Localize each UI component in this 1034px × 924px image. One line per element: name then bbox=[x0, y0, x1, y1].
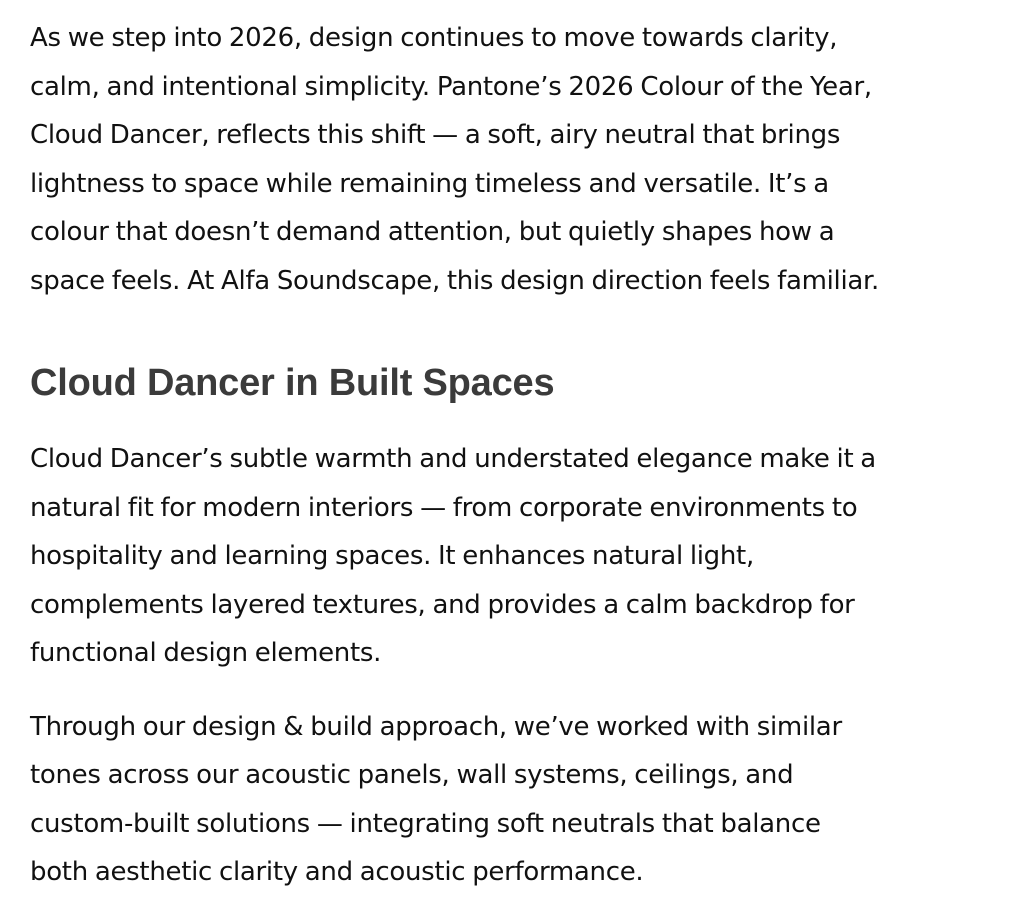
paragraph-line: natural fit for modern interiors — from corporate environments to bbox=[30, 492, 858, 523]
paragraph-line: lightness to space while remaining timeless and versatile. It’s a bbox=[30, 168, 829, 199]
paragraph-line: colour that doesn’t demand attention, but quietly shapes how a bbox=[30, 217, 835, 247]
paragraph-line: As we step into 2026, design continues to move towards clarity, bbox=[30, 23, 838, 53]
paragraph-line: custom-built solutions — integrating soft neutrals that balance bbox=[30, 808, 821, 839]
paragraph-line: Cloud Dancer’s subtle warmth and understated elegance make it a bbox=[30, 444, 876, 474]
paragraph-line: complements layered textures, and provides a calm backdrop for bbox=[30, 589, 855, 620]
paragraph-line: Cloud Dancer, reflects this shift — a soft, airy neutral that brings bbox=[30, 120, 841, 150]
section-paragraph-1 bbox=[30, 435, 1020, 678]
intro-paragraph bbox=[30, 14, 1020, 305]
paragraph-line: tones across our acoustic panels, wall systems, ceilings, and bbox=[30, 760, 794, 790]
paragraph-line: functional design elements. bbox=[30, 638, 382, 668]
paragraph-line: hospitality and learning spaces. It enhances natural light, bbox=[30, 541, 754, 571]
paragraph-line: calm, and intentional simplicity. Pantone’s 2026 Colour of the Year, bbox=[30, 71, 872, 102]
section-paragraph-2 bbox=[30, 703, 1020, 897]
paragraph-spacer bbox=[30, 678, 1020, 703]
paragraph-line: both aesthetic clarity and acoustic performance. bbox=[30, 857, 644, 887]
section-heading: Cloud Dancer in Built Spaces bbox=[30, 362, 555, 404]
paragraph-line: space feels. At Alfa Soundscape, this design direction feels familiar. bbox=[30, 265, 879, 296]
paragraph-line: Through our design & build approach, we’ve worked with similar bbox=[30, 711, 842, 742]
